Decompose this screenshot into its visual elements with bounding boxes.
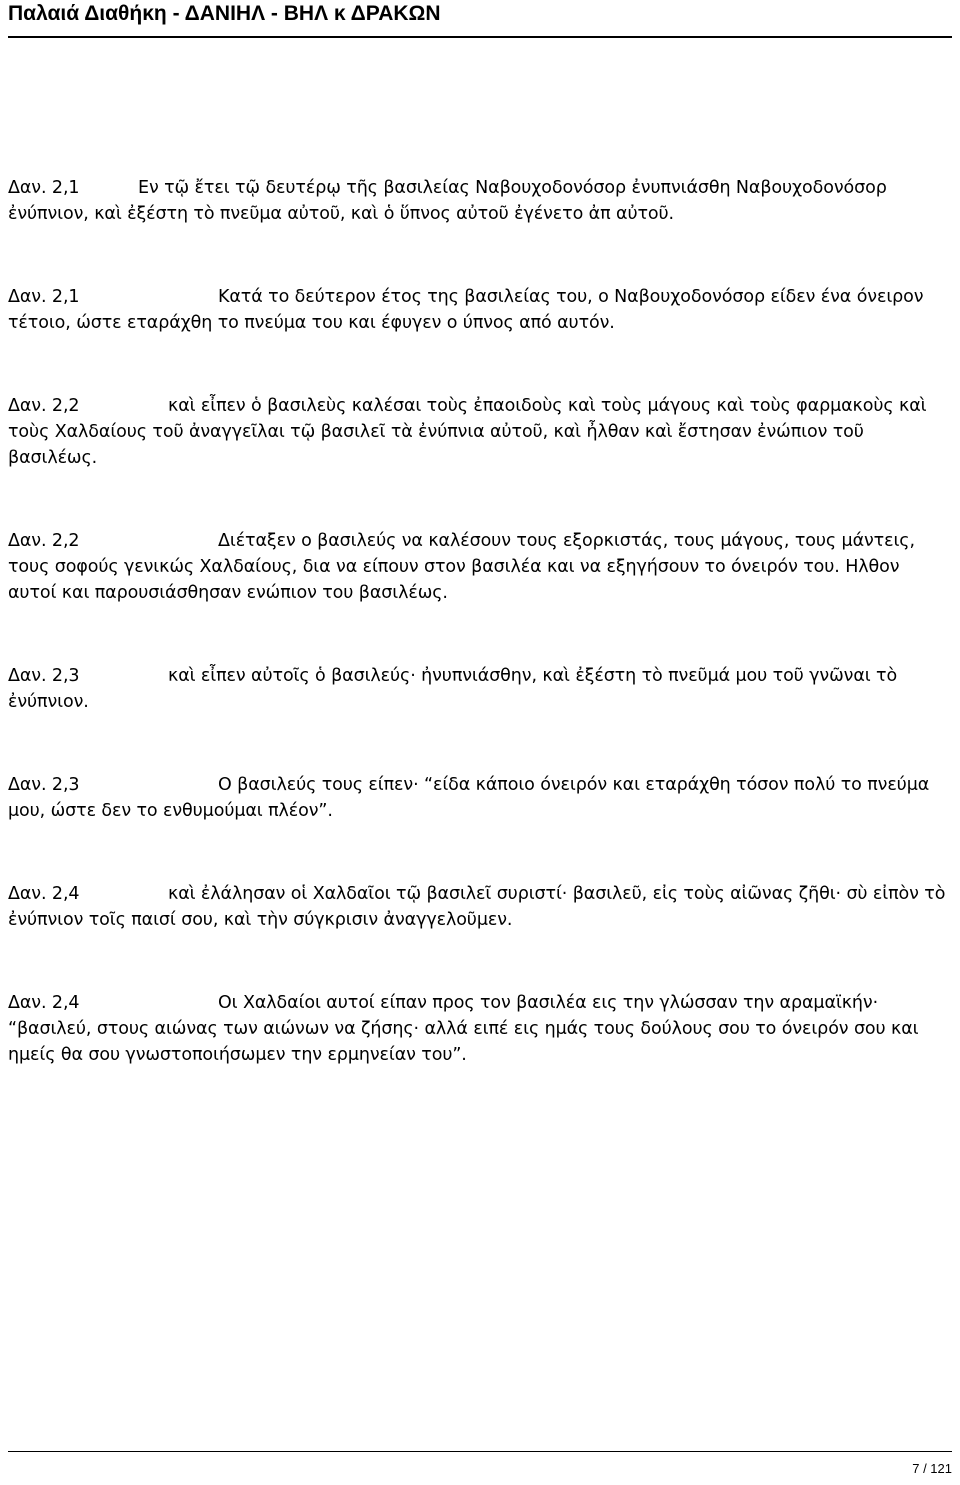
verse-block: [8, 175, 952, 227]
footer-rule: [8, 1451, 952, 1452]
verse-block: [8, 284, 952, 336]
verse-reference: Δαν. 2,1: [8, 287, 80, 307]
verse-block: [8, 393, 952, 471]
verse-text: Οι Χαλδαίοι αυτοί είπαν προς τον βασιλέα εις την γλώσσαν την αραμαϊκήν· “βασιλεύ, στους αιώνας των αιώνων να ζήσης· αλλά ειπέ εις ημάς τους δούλους σου το όνειρόν σου και ημείς θα σου γνωστοποιήσωμεν την ερμηνείαν του”.: [8, 993, 924, 1065]
verse-block: [8, 881, 952, 933]
verse-block: [8, 663, 952, 715]
page-title: Παλαιά Διαθήκη - ΔΑΝΙΗΛ - ΒΗΛ κ ΔΡΑΚΩΝ: [8, 2, 441, 25]
verse-reference: Δαν. 2,1: [8, 178, 80, 198]
header-rule: [8, 36, 952, 38]
verse-block: [8, 772, 952, 824]
verse-block: [8, 990, 952, 1068]
verse-reference: Δαν. 2,2: [8, 531, 80, 551]
verse-text: Κατά το δεύτερον έτος της βασιλείας του, ο Ναβουχοδονόσορ είδεν ένα όνειρον τέτοιο, ώστε εταράχθη το πνεύμα του και έφυγεν ο ύπνος από αυτόν.: [8, 287, 929, 333]
verse-text: Διέταξεν ο βασιλεύς να καλέσουν τους εξορκιστάς, τους μάγους, τους μάντεις, τους σοφούς γενικώς Χαλδαίους, δια να είπουν στον βασιλέα και να εξηγήσουν το όνειρόν του. Ηλθον αυτοί και παρουσιάσθησαν ενώπιον του βασιλέως.: [8, 531, 921, 603]
verse-text: καὶ εἶπεν ὁ βασιλεὺς καλέσαι τοὺς ἐπαοιδοὺς καὶ τοὺς μάγους καὶ τοὺς φαρμακοὺς καὶ τοὺς Χαλδαίους τοῦ ἀναγγεῖλαι τῷ βασιλεῖ τὰ ἐνύπνια αὐτοῦ, καὶ ἦλθαν καὶ ἔστησαν ἐνώπιον τοῦ βασιλέως.: [8, 396, 932, 468]
verse-text: καὶ ἐλάλησαν οἱ Χαλδαῖοι τῷ βασιλεῖ συριστί· βασιλεῦ, εἰς τοὺς αἰῶνας ζῆθι· σὺ εἰπὸν τὸ ἐνύπνιον τοῖς παισί σου, καὶ τὴν σύγκρισιν ἀναγγελοῦμεν.: [8, 884, 951, 930]
verse-reference: Δαν. 2,2: [8, 396, 80, 416]
verse-block: [8, 528, 952, 606]
verse-text: Ο βασιλεύς τους είπεν· “είδα κάποιο όνειρόν και εταράχθη τόσον πολύ το πνεύμα μου, ώστε δεν το ενθυμούμαι πλέον”.: [8, 775, 935, 821]
verse-reference: Δαν. 2,4: [8, 993, 80, 1013]
page-header: [8, 0, 952, 42]
verse-text: καὶ εἶπεν αὐτοῖς ὁ βασιλεύς· ἠνυπνιάσθην, καὶ ἐξέστη τὸ πνεῦμά μου τοῦ γνῶναι τὸ ἐνύπνιον.: [8, 666, 903, 712]
verse-reference: Δαν. 2,4: [8, 884, 80, 904]
verse-reference: Δαν. 2,3: [8, 775, 80, 795]
verse-reference: Δαν. 2,3: [8, 666, 80, 686]
verse-text: Εν τῷ ἔτει τῷ δευτέρῳ τῆς βασιλείας Ναβουχοδονόσορ ἐνυπνιάσθη Ναβουχοδονόσορ ἐνύπνιον, καὶ ἐξέστη τὸ πνεῦμα αὐτοῦ, καὶ ὁ ὕπνος αὐτοῦ ἐγένετο ἀπ αὐτοῦ.: [8, 178, 893, 224]
page-number: 7 / 121: [912, 1461, 952, 1476]
verse-list: [8, 175, 952, 1068]
